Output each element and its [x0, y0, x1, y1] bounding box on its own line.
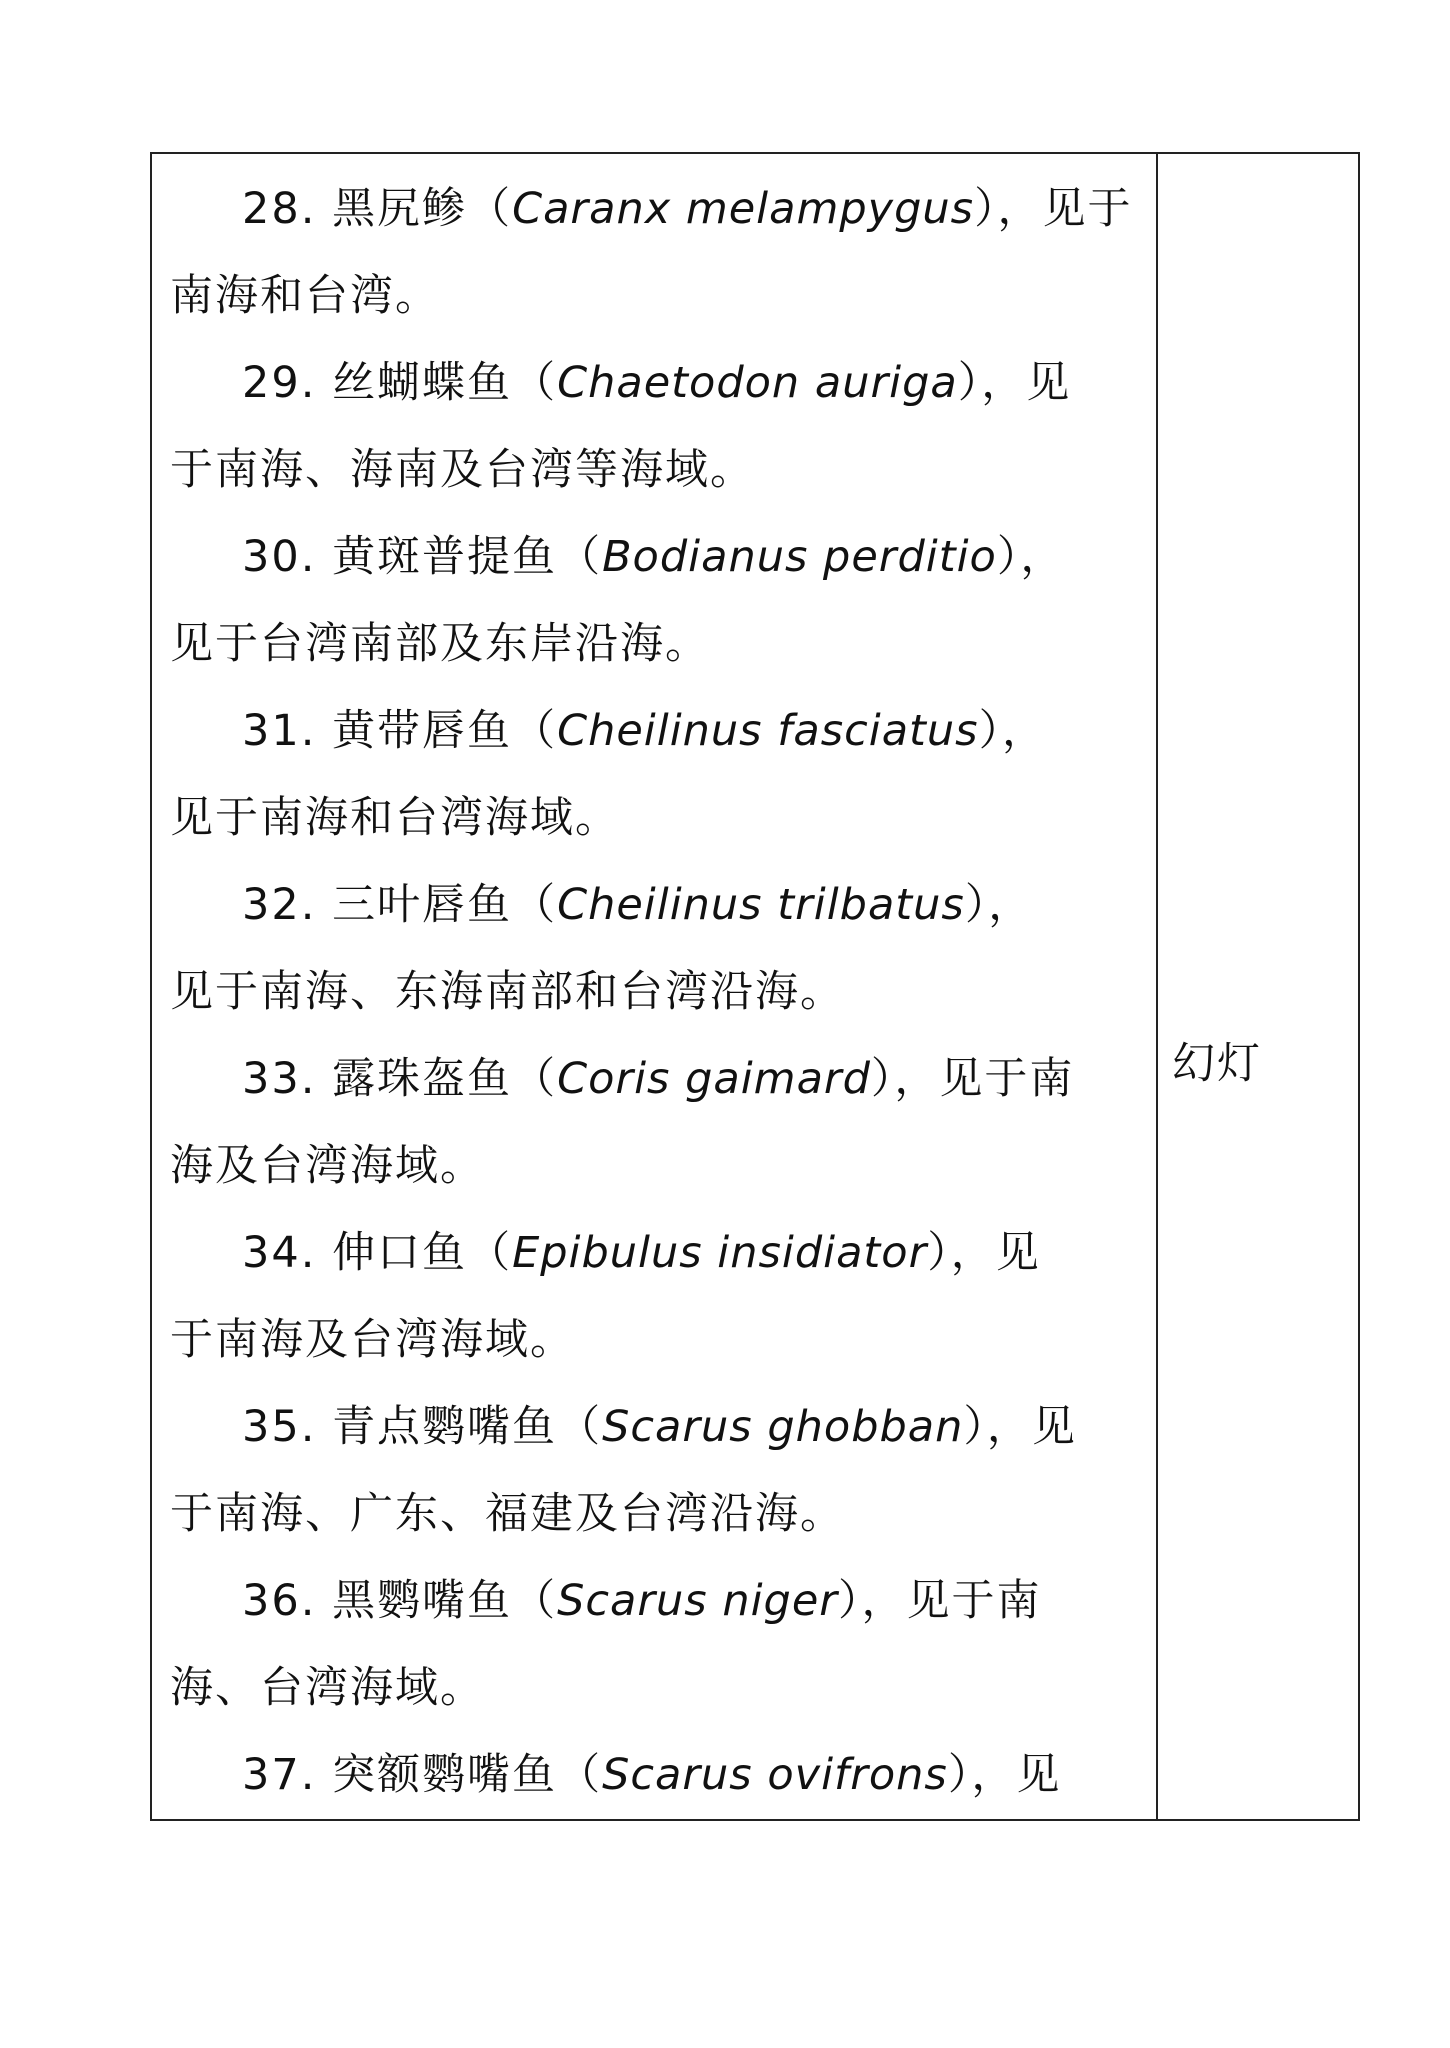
common-name: 黑尻鲹	[332, 184, 468, 234]
note-text: 幻灯	[1172, 1039, 1262, 1089]
species-entry-line	[170, 1384, 1138, 1471]
common-name: 三叶唇鱼	[332, 880, 513, 930]
open-paren: （	[512, 358, 558, 408]
species-entry-continuation: 海及台湾海域。	[170, 1141, 485, 1191]
entry-tail: ），	[996, 532, 1066, 582]
species-entry-continuation: 见于台湾南部及东岸沿海。	[170, 619, 710, 669]
species-entry-line	[170, 688, 1138, 775]
entry-tail: ），见	[957, 358, 1072, 408]
species-entry-continuation: 于南海及台湾海域。	[170, 1315, 575, 1365]
entry-number: 37.	[242, 1750, 317, 1800]
common-name: 露珠盔鱼	[332, 1054, 513, 1104]
entry-tail: ），见	[947, 1750, 1062, 1800]
species-entry-line	[170, 1732, 1138, 1819]
scientific-name: Epibulus insidiator	[512, 1228, 928, 1278]
entry-tail: ），	[978, 706, 1048, 756]
common-name: 黄带唇鱼	[332, 706, 513, 756]
common-name: 黑鹦嘴鱼	[332, 1576, 513, 1626]
open-paren: （	[467, 184, 513, 234]
species-entry-line	[170, 1036, 1138, 1123]
entry-tail: ），见	[927, 1228, 1041, 1278]
entry-number: 28.	[242, 184, 317, 234]
species-entry-line	[170, 862, 1138, 949]
open-paren: （	[512, 880, 558, 930]
entry-number: 29.	[242, 358, 317, 408]
entry-tail: ），	[964, 880, 1034, 930]
entry-tail: ），见于	[974, 184, 1133, 234]
entry-number: 34.	[242, 1228, 317, 1278]
scientific-name: Coris gaimard	[557, 1054, 871, 1104]
scientific-name: Cheilinus trilbatus	[557, 880, 965, 930]
species-entry-line	[170, 1210, 1138, 1297]
entry-number: 36.	[242, 1576, 317, 1626]
entry-tail: ），见于南	[870, 1054, 1075, 1104]
scientific-name: Cheilinus fasciatus	[557, 706, 979, 756]
entry-tail: ），见于南	[837, 1576, 1042, 1626]
common-name: 青点鹦嘴鱼	[332, 1402, 558, 1452]
scientific-name: Bodianus perditio	[602, 532, 997, 582]
common-name: 伸口鱼	[332, 1228, 468, 1278]
open-paren: （	[512, 1054, 558, 1104]
note-cell	[1157, 153, 1359, 1820]
common-name: 丝蝴蝶鱼	[332, 358, 513, 408]
species-entry-line	[170, 166, 1138, 253]
species-entry-line	[170, 340, 1138, 427]
open-paren: （	[467, 1228, 513, 1278]
scientific-name: Scarus ovifrons	[602, 1750, 948, 1800]
species-entry-continuation: 于南海、海南及台湾等海域。	[170, 445, 755, 495]
open-paren: （	[512, 1576, 558, 1626]
entry-number: 31.	[242, 706, 317, 756]
content-cell	[151, 153, 1157, 1820]
common-name: 突额鹦嘴鱼	[332, 1750, 558, 1800]
species-entry-continuation: 海、台湾海域。	[170, 1663, 485, 1713]
scientific-name: Scarus ghobban	[602, 1402, 964, 1452]
species-entry-continuation: 见于南海和台湾海域。	[170, 793, 620, 843]
common-name: 黄斑普提鱼	[332, 532, 558, 582]
open-paren: （	[557, 1402, 603, 1452]
scientific-name: Chaetodon auriga	[557, 358, 958, 408]
scientific-name: Scarus niger	[557, 1576, 838, 1626]
scientific-name: Caranx melampygus	[512, 184, 975, 234]
open-paren: （	[557, 1750, 603, 1800]
entry-number: 33.	[242, 1054, 317, 1104]
species-entry-continuation: 于南海、广东、福建及台湾沿海。	[170, 1489, 845, 1539]
species-entry-line	[170, 1558, 1138, 1645]
entry-tail: ），见	[963, 1402, 1077, 1452]
entry-number: 35.	[242, 1402, 317, 1452]
species-entry-continuation: 南海和台湾。	[170, 271, 440, 321]
table-row	[151, 153, 1359, 1820]
species-list	[152, 154, 1156, 1819]
species-entry-continuation: 见于南海、东海南部和台湾沿海。	[170, 967, 845, 1017]
entry-number: 32.	[242, 880, 317, 930]
species-table	[150, 152, 1360, 1821]
open-paren: （	[512, 706, 558, 756]
species-entry-line	[170, 514, 1138, 601]
open-paren: （	[557, 532, 603, 582]
entry-number: 30.	[242, 532, 317, 582]
